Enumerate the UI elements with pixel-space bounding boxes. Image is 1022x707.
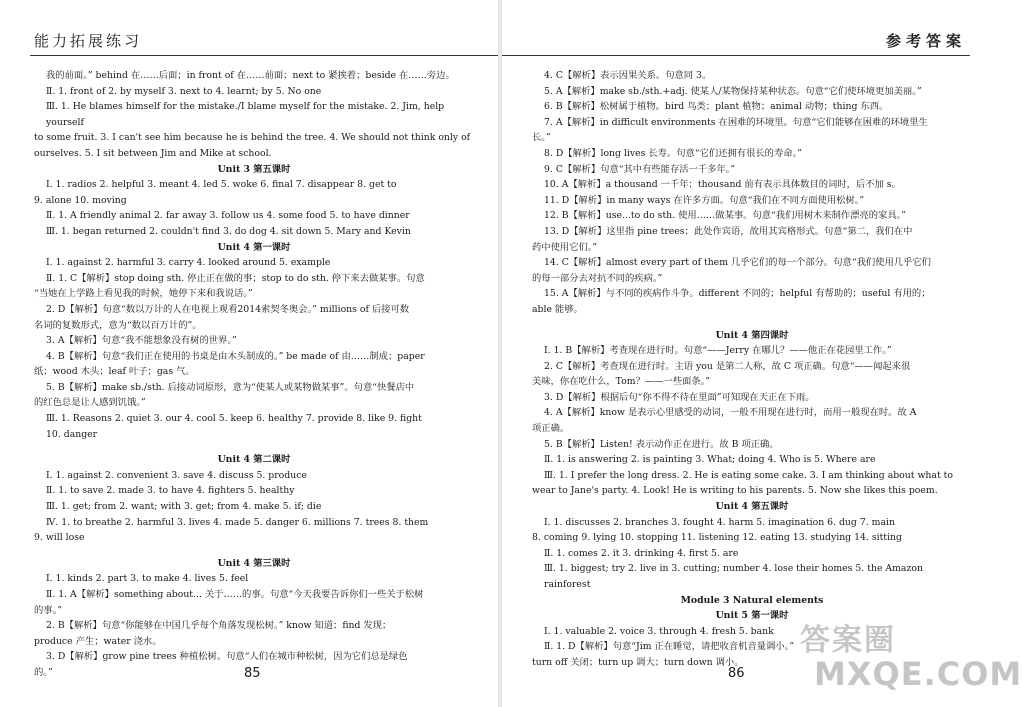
section-title: Unit 4 第一课时 <box>217 241 291 253</box>
answer-line: 8. coming 9. lying 10. stopping 11. listening 12. eating 13. studying 14. sitting <box>532 532 902 544</box>
answer-line: 的红色总是让人感到饥饿。” <box>34 397 146 409</box>
answer-line: 13. D【解析】这里指 pine trees；此处作宾语，故用其宾格形式。句意“第二，我们在中 <box>544 225 913 237</box>
answer-line: 7. A【解析】in difficult environments 在困难的环境里。句意“它们能够在困难的环境里生 <box>544 116 928 128</box>
answer-line: Ⅲ. 1. biggest; try 2. live in 3. cutting; number 4. lose their homes 5. the Amazon rainforest <box>544 563 923 590</box>
answer-line: Ⅲ. 1. Reasons 2. quiet 3. our 4. cool 5. keep 6. healthy 7. provide 8. like 9. fight <box>46 413 422 425</box>
answer-line: Ⅲ. 1. get; from 2. want; with 3. get; from 4. make 5. if; die <box>46 501 322 513</box>
answer-line: Ⅰ. 1. radios 2. helpful 3. meant 4. led 5. woke 6. final 7. disappear 8. get to <box>46 179 397 191</box>
answer-line: Ⅰ. 1. discusses 2. branches 3. fought 4. harm 5. imagination 6. dug 7. main <box>544 516 895 528</box>
answer-line: able 能够。 <box>532 303 583 315</box>
answer-line: produce 产生；water 浇水。 <box>34 635 162 647</box>
answer-line: 3. D【解析】根据后句“你不得不待在里面”可知现在天正在下雨。 <box>544 391 815 403</box>
answer-line: 的事。” <box>34 604 62 616</box>
answer-line: Ⅱ. 1. A【解析】something about... 关于……的事。句意“今天我要告诉你们一些关于松树 <box>46 589 424 600</box>
answer-line: Ⅲ. 1. began returned 2. couldn't find 3. do dog 4. sit down 5. Mary and Kevin <box>46 225 411 237</box>
answer-line: Ⅰ. 1. kinds 2. part 3. to make 4. lives 5. feel <box>46 573 249 585</box>
answer-line: 4. B【解析】句意“我们正在使用的书桌是由木头制成的。” be made of 由……制成；paper <box>46 350 425 362</box>
left-page-header: 能力拓展练习 <box>34 32 143 50</box>
answer-line: 9. C【解析】句意“其中有些能存活一千多年。” <box>544 163 736 175</box>
answer-line: 9. alone 10. moving <box>34 194 127 206</box>
answer-line: 4. A【解析】know 是表示心里感受的动词，一般不用现在进行时，而用一般现在时。故 A <box>544 407 917 419</box>
answer-line: 8. D【解析】long lives 长寿。句意“它们还拥有很长的寿命。” <box>544 147 802 159</box>
left-page-content <box>34 68 474 681</box>
site-watermark <box>800 615 1022 705</box>
answer-line: 10. danger <box>46 428 98 440</box>
answer-line: 3. D【解析】grow pine trees 种植松树。句意“人们在城市种松树，因为它们总是绿色 <box>46 651 408 663</box>
answer-line: Ⅱ. 1. C【解析】stop doing sth. 停止正在做的事；stop to do sth. 停下来去做某事。句意 <box>46 272 425 284</box>
section-title: Unit 4 第二课时 <box>217 454 291 466</box>
answer-line: wear to Jane's party. 4. Look! He is writing to his parents. 5. Now she likes this poem. <box>532 485 938 497</box>
right-header-rule <box>502 55 970 56</box>
answer-line: 5. B【解析】make sb./sth. 后接动词原形，意为“使某人或某物做某事”。句意“快餐店中 <box>46 381 415 393</box>
answer-line: 15. A【解析】与不同的疾病作斗争。different 不同的；helpful 有帮助的；useful 有用的； <box>544 288 931 300</box>
answer-line: ourselves. 5. I sit between Jim and Mike at school. <box>34 147 272 159</box>
answer-line: Ⅱ. 1. A friendly animal 2. far away 3. follow us 4. some food 5. to have dinner <box>46 210 410 222</box>
answer-line: 14. C【解析】almost every part of them 几乎它们的每一个部分。句意“我们使用几乎它们 <box>544 257 931 269</box>
answer-line: Ⅳ. 1. to breathe 2. harmful 3. lives 4. made 5. danger 6. millions 7. trees 8. them <box>46 516 429 528</box>
answer-line: 2. C【解析】考查现在进行时。主语 you 是第二人称，故 C 项正确。句意“——闻起来很 <box>544 360 911 372</box>
left-page <box>0 0 498 707</box>
watermark-domain: MXQE.COM <box>814 655 1022 693</box>
answer-line: Ⅱ. 1. front of 2. by myself 3. next to 4. learnt; by 5. No one <box>46 85 322 97</box>
answer-line: turn off 关闭；turn up 调大；turn down 调小。 <box>532 656 744 668</box>
answer-line: 4. C【解析】表示因果关系。句意同 3。 <box>544 70 712 81</box>
answer-line: 6. B【解析】松树属于植物。bird 鸟类；plant 植物；animal 动物；thing 东西。 <box>544 101 889 113</box>
section-title: Unit 4 第四课时 <box>715 329 789 341</box>
answer-line: 美味，你在吃什么，Tom？——一些面条。” <box>532 376 711 388</box>
answer-line: Ⅱ. 1. D【解析】句意“Jim 正在睡觉，请把收音机音量调小。” <box>544 641 795 653</box>
answer-line: Ⅰ. 1. valuable 2. voice 3. through 4. fresh 5. bank <box>544 625 774 637</box>
answer-line: “当她在上学路上看见我的时候，她停下来和我说话。” <box>34 288 253 300</box>
answer-line: 我的前面。” behind 在……后面；in front of 在……前面；next to 紧挨着；beside 在……旁边。 <box>46 70 455 81</box>
left-header-rule <box>30 55 498 56</box>
answer-line: Ⅰ. 1. against 2. convenient 3. save 4. discuss 5. produce <box>46 469 307 481</box>
answer-line: 项正确。 <box>532 423 570 435</box>
section-title: Unit 5 第一课时 <box>715 610 789 622</box>
answer-line: to some fruit. 3. I can't see him because he is behind the tree. 4. We should not think only of <box>34 132 471 144</box>
answer-line: Ⅰ. 1. against 2. harmful 3. carry 4. looked around 5. example <box>46 257 331 269</box>
answer-line: 11. D【解析】in many ways 在许多方面。句意“我们在不同方面使用松树。” <box>544 194 865 206</box>
answer-line: 的。” <box>34 666 53 678</box>
page-number: 85 <box>244 666 261 681</box>
right-page <box>502 0 1000 707</box>
answer-line: 3. A【解析】句意“我不能想象没有树的世界。” <box>46 335 237 347</box>
answer-line: 2. D【解析】句意“数以万计的人在电视上观看2014索契冬奥会。” millions of 后接可数 <box>46 303 410 315</box>
answer-line: 9. will lose <box>34 532 85 544</box>
answer-line: Ⅰ. 1. B【解析】考查现在进行时。句意“——Jerry 在哪儿？——他正在花园里工作。” <box>544 345 892 357</box>
right-page-header: 参考答案 <box>885 32 966 50</box>
answer-line: Ⅲ. 1. I prefer the long dress. 2. He is eating some cake. 3. I am thinking about what to <box>544 469 953 481</box>
answer-line: 纸；wood 木头；leaf 叶子；gas 气。 <box>34 366 195 378</box>
answer-line: Ⅱ. 1. is answering 2. is painting 3. What; doing 4. Who is 5. Where are <box>544 454 876 466</box>
answer-line: 5. A【解析】make sb./sth.+adj. 使某人/某物保持某种状态。句意“它们使环境更加美丽。” <box>544 85 922 97</box>
answer-line: Ⅱ. 1. to save 2. made 3. to have 4. fighters 5. healthy <box>46 485 295 497</box>
answer-line: 2. B【解析】句意“你能够在中国几乎每个角落发现松树。” know 知道；find 发现； <box>46 620 392 632</box>
answer-line: 12. B【解析】use...to do sth. 使用……做某事。句意“我们用树木来制作漂亮的家具。” <box>544 210 907 222</box>
module-title: Module 3 Natural elements <box>680 594 824 606</box>
page-number: 86 <box>728 666 745 681</box>
answer-line: 5. B【解析】Listen! 表示动作正在进行。故 B 项正确。 <box>544 438 779 450</box>
answer-line: 药中使用它们。” <box>532 241 598 253</box>
answer-line: 长。” <box>532 132 551 144</box>
section-title: Unit 3 第五课时 <box>217 163 291 175</box>
answer-line: Ⅱ. 1. comes 2. it 3. drinking 4. first 5. are <box>544 547 739 559</box>
section-title: Unit 4 第五课时 <box>715 501 789 513</box>
answer-line: Ⅲ. 1. He blames himself for the mistake./I blame myself for the mistake. 2. Jim, help yourself <box>46 101 445 128</box>
answer-line: 的每一部分去对抗不同的疾病。” <box>532 272 663 284</box>
answer-line: 10. A【解析】a thousand 一千年；thousand 前有表示具体数目的词时，后不加 s。 <box>544 179 901 191</box>
right-page-content <box>532 68 972 671</box>
section-title: Unit 4 第三课时 <box>217 557 291 569</box>
watermark-logo-text: 答案圈 <box>800 623 896 658</box>
answer-line: 名词的复数形式，意为“数以百万计的”。 <box>34 319 202 331</box>
